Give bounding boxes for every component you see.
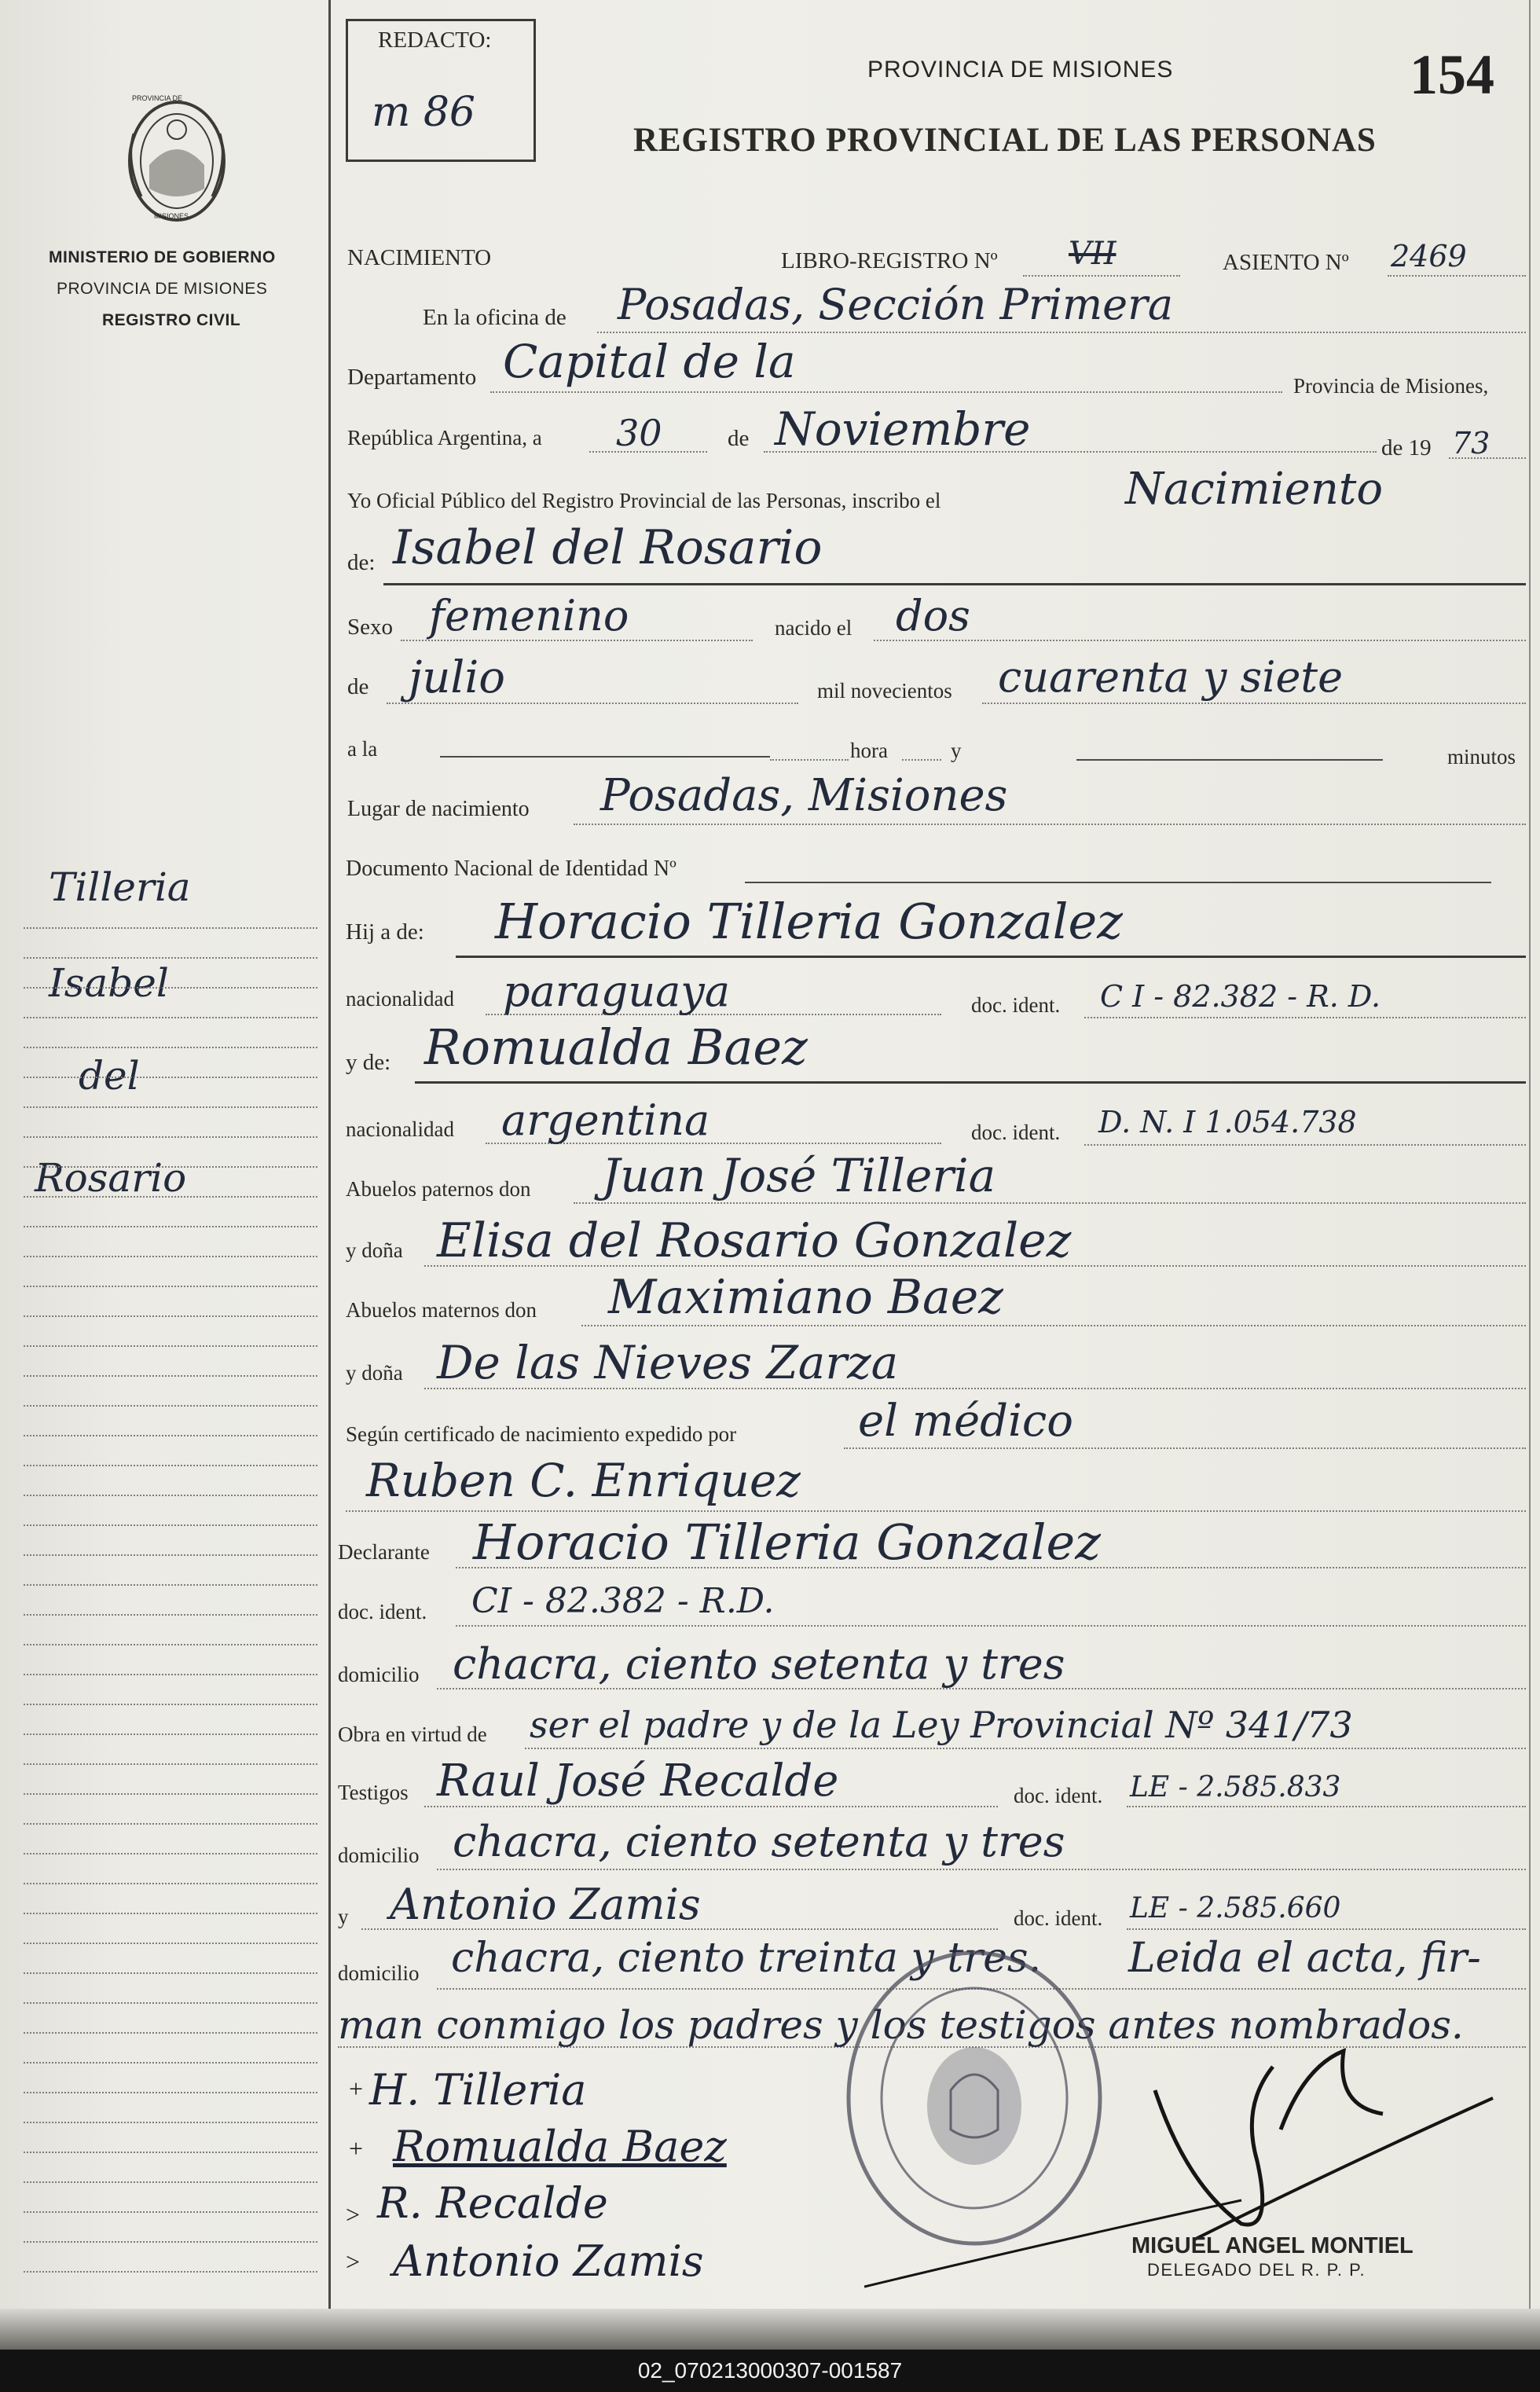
declarante-value: Horacio Tilleria Gonzalez	[473, 1513, 1101, 1571]
left-column-border	[328, 0, 331, 2350]
obra-label: Obra en virtud de	[338, 1722, 487, 1746]
testigo2-y-label: y	[338, 1905, 349, 1928]
left-ruled-line	[24, 1763, 317, 1765]
left-ruled-line	[24, 1106, 317, 1108]
left-ruled-line	[24, 1972, 317, 1974]
left-ruled-line	[24, 957, 317, 959]
testigo2-doc-label: doc. ident.	[1014, 1906, 1103, 1930]
hora-dots	[770, 759, 849, 761]
closing-value: man conmigo los padres y los testigos antes nombrados.	[338, 2002, 1464, 2048]
left-ruled-line	[24, 2241, 317, 2243]
republica-label: República Argentina, a	[347, 426, 542, 449]
left-ruled-line	[24, 2271, 317, 2273]
redacto-box	[346, 19, 536, 162]
mother-value: Romualda Baez	[424, 1018, 808, 1076]
asiento-value: 2469	[1391, 239, 1467, 273]
testigo2-domicilio-label: domicilio	[338, 1961, 420, 1985]
registry-label: REGISTRO CIVIL	[102, 311, 241, 329]
left-ruled-line	[24, 1495, 317, 1496]
obra-line	[525, 1748, 1526, 1749]
asiento-line	[1388, 275, 1526, 277]
right-page-edge	[1529, 0, 1531, 2350]
provincia-suffix: Provincia de Misiones,	[1293, 374, 1489, 398]
mother-doc-value: D. N. I 1.054.738	[1098, 1105, 1357, 1139]
month-value: Noviembre	[775, 402, 1031, 456]
testigo1-domicilio-line	[437, 1869, 1526, 1870]
year-words-line	[982, 703, 1526, 704]
left-ruled-line	[24, 1465, 317, 1466]
leida-value: Leida el acta, fir-	[1128, 1935, 1481, 1982]
father-nationality-value: paraguaya	[503, 967, 731, 1016]
testigos-label: Testigos	[338, 1781, 409, 1804]
abuela-paterna-label: y doña	[346, 1238, 403, 1262]
testigo2-value: Antonio Zamis	[390, 1880, 701, 1929]
official-text: Yo Oficial Público del Registro Provincial de las Personas, inscribo el	[347, 489, 941, 512]
left-ruled-line	[24, 1166, 317, 1168]
birth-month-de-label: de	[347, 674, 369, 699]
abuelo-materno-line	[581, 1325, 1526, 1326]
sexo-label: Sexo	[347, 615, 393, 640]
birth-month-value: julio	[409, 652, 505, 703]
officer-name: MIGUEL ANGEL MONTIEL	[1131, 2233, 1414, 2258]
abuelo-paterno-line	[574, 1202, 1526, 1204]
declarante-domicilio-value: chacra, ciento setenta y tres	[453, 1639, 1065, 1689]
declarante-doc-value: CI - 82.382 - R.D.	[471, 1581, 775, 1621]
redacto-value: m 86	[372, 89, 476, 136]
left-ruled-line	[24, 987, 317, 989]
mil-novecientos-label: mil novecientos	[817, 679, 952, 703]
left-ruled-line	[24, 2181, 317, 2183]
certificado-value: el médico	[858, 1396, 1073, 1447]
day-value: 30	[616, 412, 662, 454]
father-line	[456, 956, 1526, 958]
left-ruled-line	[24, 1704, 317, 1705]
lugar-value: Posadas, Misiones	[600, 770, 1008, 821]
seal-label-bottom: MISIONES	[154, 212, 189, 220]
hora-dots-2	[902, 759, 941, 761]
declarante-domicilio-label: domicilio	[338, 1663, 420, 1686]
left-ruled-line	[24, 1077, 317, 1078]
margin-surname: Tilleria	[49, 864, 191, 910]
left-ruled-line	[24, 1375, 317, 1377]
testigo1-value: Raul José Recalde	[437, 1755, 839, 1807]
left-ruled-line	[24, 1017, 317, 1018]
nacido-label: nacido el	[775, 616, 852, 640]
seal-label-top: PROVINCIA DE	[132, 94, 183, 102]
left-ruled-line	[24, 1226, 317, 1227]
left-ruled-line	[24, 1315, 317, 1317]
record-type-label: NACIMIENTO	[347, 245, 492, 270]
registry-title: REGISTRO PROVINCIAL DE LAS PERSONAS	[633, 122, 1377, 159]
left-ruled-line	[24, 1823, 317, 1825]
month-de-label: de	[728, 426, 750, 451]
scan-id: 02_070213000307-001587	[637, 2358, 903, 2383]
left-ruled-line	[24, 1405, 317, 1407]
testigo1-domicilio-label: domicilio	[338, 1844, 420, 1867]
left-ruled-line	[24, 2092, 317, 2093]
ministry-label: MINISTERIO DE GOBIERNO	[49, 248, 276, 266]
margin-del: del	[79, 1053, 140, 1099]
left-ruled-line	[24, 1584, 317, 1586]
declarante-doc-label: doc. ident.	[338, 1600, 427, 1623]
signature-mark-1: +	[349, 2075, 364, 2103]
left-ruled-line	[24, 1256, 317, 1257]
hora-blank-line	[440, 756, 770, 758]
obra-value: ser el padre y de la Ley Provincial Nº 341/73	[530, 1704, 1353, 1746]
sexo-value: femenino	[429, 591, 629, 640]
lugar-label: Lugar de nacimiento	[347, 797, 530, 821]
mother-yde-label: y de:	[346, 1050, 391, 1075]
abuela-paterna-value: Elisa del Rosario Gonzalez	[437, 1213, 1072, 1268]
father-nationality-label: nacionalidad	[346, 987, 454, 1011]
signature-mark-3: >	[346, 2200, 361, 2229]
left-ruled-line	[24, 1614, 317, 1616]
hija-label: Hij a de:	[346, 919, 424, 945]
departamento-line	[490, 391, 1282, 393]
left-ruled-line	[24, 1913, 317, 1914]
left-ruled-line	[24, 1196, 317, 1198]
lugar-line	[574, 824, 1526, 825]
redacto-label: REDACTO:	[378, 28, 492, 53]
father-doc-line	[1084, 1017, 1526, 1018]
signature-mother: Romualda Baez	[393, 2122, 727, 2171]
name-line	[383, 583, 1526, 585]
mother-doc-line	[1084, 1144, 1526, 1146]
y-label: y	[951, 739, 962, 762]
dni-label: Documento Nacional de Identidad Nº	[346, 857, 676, 881]
left-ruled-line	[24, 1047, 317, 1048]
left-ruled-line	[24, 1136, 317, 1138]
left-ruled-line	[24, 1674, 317, 1675]
scan-id-footer	[0, 2350, 1540, 2392]
left-ruled-line	[24, 1554, 317, 1556]
departamento-label: Departamento	[347, 365, 477, 390]
abuela-materna-value: De las Nieves Zarza	[437, 1336, 899, 1389]
dni-line	[745, 882, 1491, 883]
nacido-line	[874, 640, 1526, 641]
testigo2-domicilio-value: chacra, ciento treinta y tres.	[451, 1935, 1042, 1982]
minutos-blank-line	[1076, 759, 1383, 761]
left-ruled-line	[24, 1793, 317, 1795]
mother-nationality-value: argentina	[501, 1095, 710, 1145]
name-de-label: de:	[347, 550, 376, 575]
left-ruled-line	[24, 2062, 317, 2064]
oficina-value: Posadas, Sección Primera	[618, 280, 1174, 329]
officer-title: DELEGADO DEL R. P. P.	[1147, 2260, 1366, 2280]
scan-bottom-edge	[0, 2309, 1540, 2350]
nacido-day-value: dos	[896, 591, 970, 640]
minutos-label: minutos	[1447, 745, 1516, 769]
abuelos-paternos-label: Abuelos paternos don	[346, 1177, 531, 1201]
testigo1-domicilio-value: chacra, ciento setenta y tres	[453, 1817, 1065, 1866]
abuelos-maternos-label: Abuelos maternos don	[346, 1298, 537, 1322]
left-ruled-line	[24, 2152, 317, 2153]
father-value: Horacio Tilleria Gonzalez	[495, 893, 1123, 950]
left-ruled-line	[24, 1853, 317, 1855]
left-ruled-line	[24, 1883, 317, 1884]
medico-line	[346, 1510, 1526, 1512]
medico-value: Ruben C. Enriquez	[366, 1454, 801, 1507]
father-doc-label: doc. ident.	[971, 993, 1061, 1017]
margin-first-name: Isabel	[49, 960, 169, 1006]
testigo1-doc-label: doc. ident.	[1014, 1784, 1103, 1807]
declarante-label: Declarante	[338, 1540, 430, 1564]
testigo1-doc-value: LE - 2.585.833	[1130, 1771, 1341, 1803]
signature-mark-4: >	[346, 2247, 361, 2276]
testigo2-doc-line	[1127, 1928, 1526, 1930]
left-ruled-line	[24, 2002, 317, 2004]
province-label: PROVINCIA DE MISIONES	[57, 280, 268, 298]
libro-value: VII	[1069, 236, 1116, 272]
libro-line	[1023, 275, 1180, 277]
signature-witness-1: R. Recalde	[377, 2178, 608, 2228]
departamento-value: Capital de la	[503, 335, 796, 388]
certificado-label: Según certificado de nacimiento expedido por	[346, 1422, 737, 1446]
oficina-label: En la oficina de	[423, 305, 566, 330]
year-value: 73	[1452, 426, 1490, 460]
libro-label: LIBRO-REGISTRO Nº	[781, 248, 998, 273]
margin-rosario: Rosario	[35, 1155, 187, 1201]
abuelo-materno-value: Maximiano Baez	[608, 1270, 1003, 1325]
father-doc-value: C I - 82.382 - R. D.	[1100, 979, 1381, 1014]
mother-line	[415, 1081, 1526, 1084]
left-ruled-line	[24, 927, 317, 929]
mother-nationality-label: nacionalidad	[346, 1117, 454, 1141]
abuela-materna-label: y doña	[346, 1361, 403, 1385]
oficina-line	[597, 332, 1526, 333]
signature-father: H. Tilleria	[369, 2065, 587, 2115]
left-ruled-line	[24, 1524, 317, 1526]
signature-mark-2: +	[349, 2134, 364, 2163]
left-ruled-line	[24, 1345, 317, 1347]
left-ruled-line	[24, 2032, 317, 2034]
year-label: de 19	[1381, 435, 1432, 460]
left-ruled-line	[24, 1286, 317, 1287]
official-value: Nacimiento	[1125, 464, 1384, 515]
page-number: 154	[1410, 43, 1494, 106]
asiento-label: ASIENTO Nº	[1223, 250, 1349, 275]
coat-of-arms-seal	[118, 86, 236, 228]
left-ruled-line	[24, 1644, 317, 1645]
mother-doc-label: doc. ident.	[971, 1121, 1061, 1144]
declarante-doc-line	[456, 1625, 1526, 1627]
left-ruled-line	[24, 2122, 317, 2123]
testigo2-doc-value: LE - 2.585.660	[1130, 1892, 1341, 1924]
abuelo-paterno-value: Juan José Tilleria	[602, 1149, 996, 1202]
testigo1-doc-line	[1127, 1806, 1526, 1807]
left-ruled-line	[24, 1943, 317, 1944]
ala-label: a la	[347, 737, 378, 761]
left-ruled-line	[24, 2211, 317, 2213]
left-ruled-line	[24, 1733, 317, 1735]
name-value: Isabel del Rosario	[393, 520, 823, 575]
province-title: PROVINCIA DE MISIONES	[867, 57, 1174, 83]
year-words-value: cuarenta y siete	[998, 652, 1344, 702]
certificado-line	[844, 1447, 1526, 1449]
left-ruled-line	[24, 1435, 317, 1436]
hora-label: hora	[850, 739, 888, 762]
signature-witness-2: Antonio Zamis	[393, 2236, 704, 2286]
